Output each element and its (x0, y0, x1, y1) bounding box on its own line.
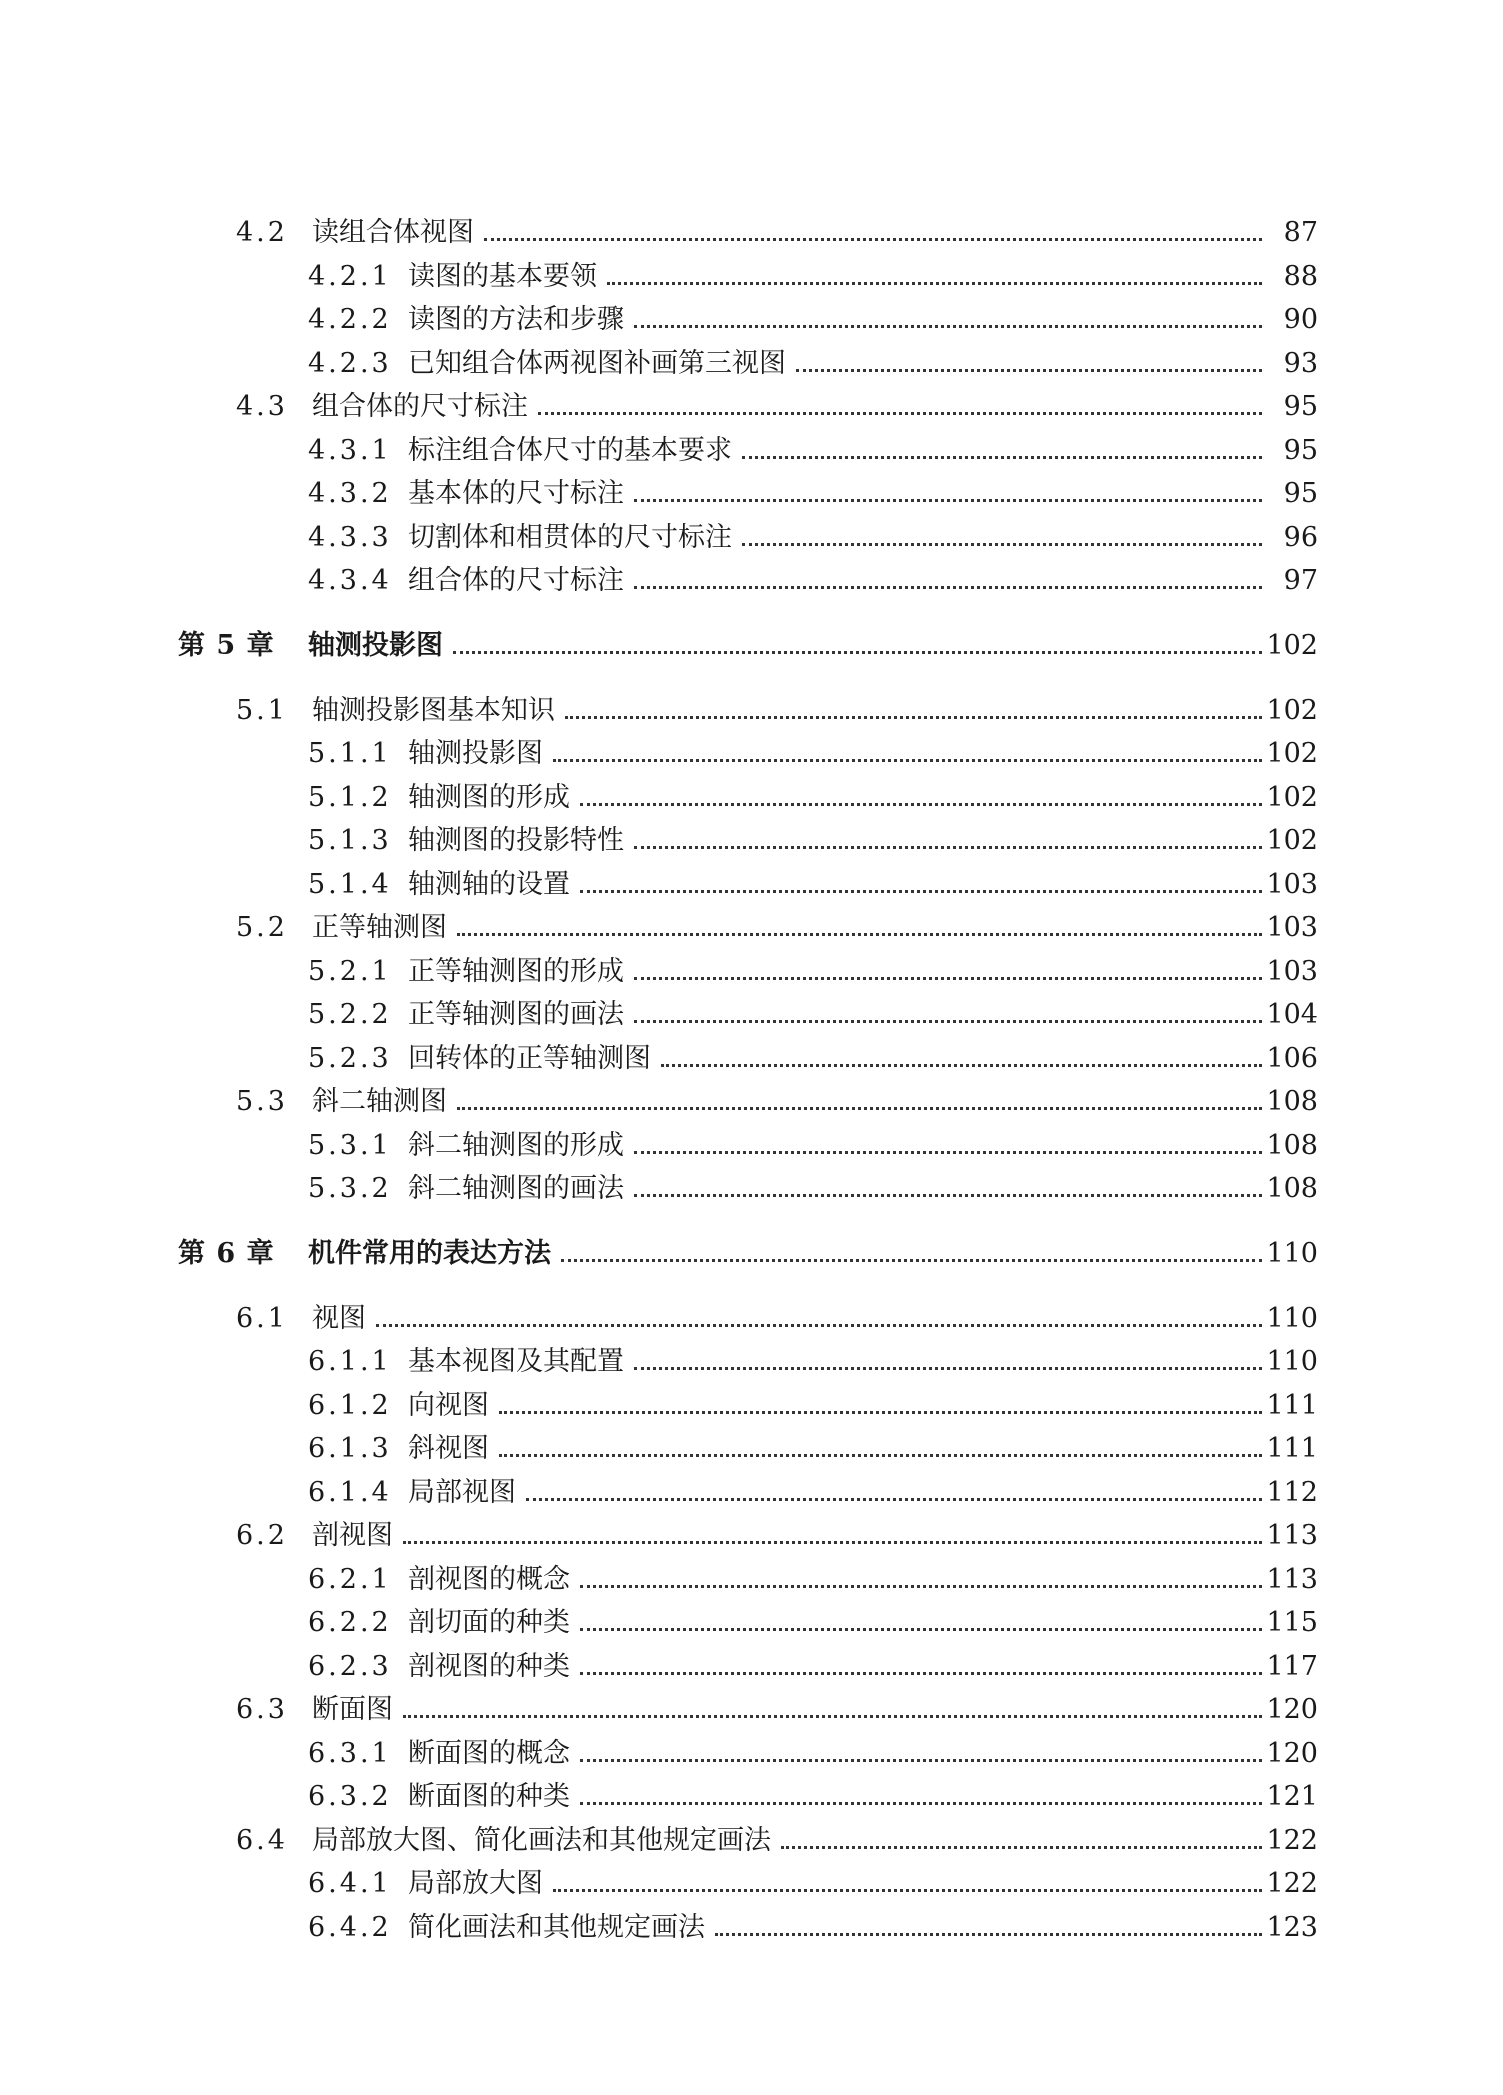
toc-entry-number: 5.2 (236, 912, 288, 943)
toc-entry-title: 视图 (312, 1302, 366, 1334)
toc-entry-page-number: 106 (1266, 1042, 1318, 1074)
toc-entry-number: 第 6 章 (178, 1237, 275, 1269)
toc-dot-leader (580, 1585, 1262, 1588)
toc-entry-title: 斜二轴测图 (312, 1086, 447, 1117)
toc-entry-section[interactable] (236, 1296, 1318, 1340)
toc-entry-page-number: 120 (1266, 1737, 1318, 1769)
toc-entry-subsection[interactable] (308, 1861, 1318, 1905)
toc-entry-chapter[interactable] (178, 1231, 1318, 1275)
toc-entry-page-number: 111 (1266, 1389, 1318, 1421)
toc-entry-subsection[interactable] (308, 731, 1318, 775)
toc-entry-section[interactable] (236, 210, 1318, 254)
toc-entry-subsection[interactable] (308, 818, 1318, 862)
toc-entry-page-number: 108 (1266, 1086, 1318, 1117)
toc-entry-title: 剖视图 (312, 1520, 393, 1551)
toc-dot-leader (499, 1454, 1262, 1457)
toc-entry-subsection[interactable] (308, 515, 1318, 559)
toc-entry-section[interactable] (236, 905, 1318, 949)
table-of-contents (178, 210, 1318, 1948)
toc-entry-section[interactable] (236, 1513, 1318, 1557)
toc-entry-page-number: 110 (1266, 1302, 1318, 1334)
toc-entry-page-number: 117 (1266, 1650, 1318, 1682)
toc-entry-subsection[interactable] (308, 1383, 1318, 1427)
toc-entry-title: 断面图的种类 (408, 1781, 570, 1812)
toc-entry-title: 局部视图 (408, 1476, 516, 1508)
toc-entry-page-number: 103 (1266, 955, 1318, 987)
toc-entry-page-number: 121 (1266, 1781, 1318, 1812)
toc-entry-page-number: 95 (1283, 434, 1318, 466)
toc-entry-page-number: 108 (1266, 1129, 1318, 1161)
toc-entry-subsection[interactable] (308, 254, 1318, 298)
toc-entry-page-number: 108 (1266, 1173, 1318, 1204)
toc-entry-subsection[interactable] (308, 1731, 1318, 1775)
toc-entry-chapter[interactable] (178, 623, 1318, 667)
toc-entry-subsection[interactable] (308, 1470, 1318, 1514)
toc-entry-title: 回转体的正等轴测图 (408, 1042, 651, 1074)
toc-dot-leader (457, 933, 1262, 936)
toc-entry-page-number: 93 (1283, 347, 1318, 379)
toc-entry-page-number: 102 (1266, 629, 1318, 661)
toc-entry-page-number: 103 (1266, 912, 1318, 943)
toc-entry-subsection[interactable] (308, 992, 1318, 1036)
toc-entry-number: 6.2.3 (308, 1650, 392, 1682)
toc-entry-number: 4.3.4 (308, 565, 392, 596)
toc-entry-title: 斜二轴测图的画法 (408, 1173, 624, 1204)
toc-entry-page-number: 97 (1283, 565, 1318, 596)
toc-dot-leader (634, 846, 1262, 849)
toc-entry-number: 4.2.2 (308, 304, 392, 335)
toc-entry-subsection[interactable] (308, 1123, 1318, 1167)
toc-entry-subsection[interactable] (308, 1600, 1318, 1644)
toc-entry-number: 6.2.1 (308, 1563, 392, 1595)
toc-entry-title: 标注组合体尺寸的基本要求 (408, 434, 732, 466)
toc-entry-subsection[interactable] (308, 775, 1318, 819)
toc-entry-title: 正等轴测图的形成 (408, 955, 624, 987)
toc-entry-number: 4.3.1 (308, 434, 392, 466)
toc-entry-number: 6.1.3 (308, 1433, 392, 1464)
toc-dot-leader (580, 803, 1262, 806)
toc-entry-page-number: 87 (1283, 217, 1318, 248)
toc-dot-leader (526, 1498, 1262, 1501)
toc-dot-leader (553, 1889, 1262, 1892)
toc-entry-subsection[interactable] (308, 1426, 1318, 1470)
toc-entry-page-number: 113 (1266, 1520, 1318, 1551)
toc-dot-leader (634, 499, 1262, 502)
toc-dot-leader (580, 890, 1262, 893)
toc-entry-page-number: 102 (1266, 694, 1318, 726)
toc-entry-page-number: 102 (1266, 825, 1318, 856)
toc-entry-page-number: 90 (1283, 304, 1318, 335)
toc-entry-subsection[interactable] (308, 341, 1318, 385)
toc-entry-subsection[interactable] (308, 1166, 1318, 1210)
toc-entry-title: 轴测图的形成 (408, 781, 570, 813)
toc-entry-number: 6.4.2 (308, 1911, 392, 1943)
toc-entry-title: 剖视图的概念 (408, 1563, 570, 1595)
toc-entry-number: 4.2.1 (308, 260, 392, 292)
toc-entry-number: 5.3.1 (308, 1129, 392, 1161)
toc-entry-title: 组合体的尺寸标注 (408, 565, 624, 596)
toc-dot-leader (634, 1194, 1262, 1197)
toc-entry-title: 向视图 (408, 1389, 489, 1421)
toc-entry-number: 第 5 章 (178, 629, 275, 661)
toc-entry-page-number: 104 (1266, 999, 1318, 1030)
toc-entry-subsection[interactable] (308, 1905, 1318, 1949)
toc-entry-title: 正等轴测图的画法 (408, 999, 624, 1030)
toc-entry-number: 5.1.1 (308, 738, 392, 769)
toc-entry-number: 5.2.2 (308, 999, 392, 1030)
toc-entry-number: 6.3.1 (308, 1737, 392, 1769)
toc-dot-leader (796, 369, 1262, 372)
toc-entry-title: 局部放大图 (408, 1868, 543, 1899)
toc-entry-number: 5.1.3 (308, 825, 392, 856)
toc-entry-title: 断面图的概念 (408, 1737, 570, 1769)
toc-entry-title: 基本视图及其配置 (408, 1346, 624, 1377)
toc-entry-subsection[interactable] (308, 1036, 1318, 1080)
toc-entry-subsection[interactable] (308, 1557, 1318, 1601)
toc-entry-number: 4.2 (236, 217, 288, 248)
toc-entry-number: 6.4.1 (308, 1868, 392, 1899)
toc-entry-title: 轴测轴的设置 (408, 868, 570, 900)
toc-dot-leader (561, 1259, 1262, 1262)
toc-entry-number: 5.3 (236, 1086, 288, 1117)
toc-entry-subsection[interactable] (308, 1774, 1318, 1818)
toc-entry-title: 读图的基本要领 (408, 260, 597, 292)
toc-dot-leader (565, 716, 1262, 719)
toc-dot-leader (403, 1541, 1262, 1544)
toc-entry-page-number: 115 (1266, 1607, 1318, 1638)
toc-entry-subsection[interactable] (308, 428, 1318, 472)
toc-entry-subsection[interactable] (308, 949, 1318, 993)
toc-dot-leader (634, 586, 1262, 589)
toc-entry-subsection[interactable] (308, 862, 1318, 906)
toc-entry-page-number: 122 (1266, 1824, 1318, 1856)
toc-entry-number: 6.2 (236, 1520, 288, 1551)
toc-entry-title: 正等轴测图 (312, 912, 447, 943)
toc-entry-number: 5.1.4 (308, 868, 392, 900)
toc-entry-title: 切割体和相贯体的尺寸标注 (408, 521, 732, 553)
toc-dot-leader (634, 1367, 1262, 1370)
toc-entry-page-number: 110 (1266, 1237, 1318, 1269)
toc-dot-leader (607, 282, 1262, 285)
toc-entry-page-number: 103 (1266, 868, 1318, 900)
toc-entry-title: 局部放大图、简化画法和其他规定画法 (312, 1824, 771, 1856)
toc-entry-page-number: 95 (1283, 391, 1318, 422)
toc-entry-number: 6.2.2 (308, 1607, 392, 1638)
toc-entry-title: 斜视图 (408, 1433, 489, 1464)
toc-entry-number: 4.3 (236, 391, 288, 422)
toc-entry-number: 5.1.2 (308, 781, 392, 813)
toc-dot-leader (742, 456, 1262, 459)
toc-entry-number: 5.2.3 (308, 1042, 392, 1074)
toc-entry-section[interactable] (236, 1079, 1318, 1123)
toc-dot-leader (453, 651, 1262, 654)
toc-entry-page-number: 96 (1283, 521, 1318, 553)
toc-dot-leader (538, 412, 1262, 415)
toc-entry-page-number: 120 (1266, 1694, 1318, 1725)
toc-entry-title: 断面图 (312, 1694, 393, 1725)
toc-entry-number: 6.3 (236, 1694, 288, 1725)
toc-dot-leader (661, 1064, 1262, 1067)
toc-entry-subsection[interactable] (308, 1339, 1318, 1383)
toc-dot-leader (376, 1324, 1262, 1327)
toc-entry-title: 剖切面的种类 (408, 1607, 570, 1638)
toc-dot-leader (634, 1151, 1262, 1154)
toc-entry-section[interactable] (236, 1687, 1318, 1731)
toc-dot-leader (634, 977, 1262, 980)
toc-entry-title: 已知组合体两视图补画第三视图 (408, 347, 786, 379)
toc-entry-section[interactable] (236, 384, 1318, 428)
toc-dot-leader (634, 325, 1262, 328)
toc-entry-page-number: 122 (1266, 1868, 1318, 1899)
toc-entry-subsection[interactable] (308, 1644, 1318, 1688)
toc-entry-number: 6.1.1 (308, 1346, 392, 1377)
toc-entry-title: 简化画法和其他规定画法 (408, 1911, 705, 1943)
toc-entry-title: 轴测投影图 (408, 738, 543, 769)
toc-entry-number: 4.3.2 (308, 478, 392, 509)
toc-entry-title: 斜二轴测图的形成 (408, 1129, 624, 1161)
toc-entry-title: 剖视图的种类 (408, 1650, 570, 1682)
toc-entry-number: 5.3.2 (308, 1173, 392, 1204)
toc-entry-page-number: 88 (1283, 260, 1318, 292)
toc-dot-leader (580, 1628, 1262, 1631)
toc-entry-title: 轴测投影图 (308, 629, 443, 661)
toc-entry-subsection[interactable] (308, 558, 1318, 602)
toc-entry-page-number: 102 (1266, 738, 1318, 769)
toc-entry-number: 5.1 (236, 694, 288, 726)
toc-entry-number: 6.1 (236, 1302, 288, 1334)
toc-dot-leader (484, 238, 1262, 241)
toc-entry-page-number: 111 (1266, 1433, 1318, 1464)
toc-entry-number: 6.1.4 (308, 1476, 392, 1508)
toc-entry-title: 读组合体视图 (312, 217, 474, 248)
toc-entry-page-number: 113 (1266, 1563, 1318, 1595)
toc-dot-leader (403, 1715, 1262, 1718)
toc-dot-leader (781, 1846, 1262, 1849)
toc-dot-leader (634, 1020, 1262, 1023)
toc-entry-number: 6.1.2 (308, 1389, 392, 1421)
toc-dot-leader (499, 1411, 1262, 1414)
toc-dot-leader (553, 759, 1262, 762)
toc-entry-number: 4.2.3 (308, 347, 392, 379)
toc-dot-leader (742, 543, 1262, 546)
toc-entry-page-number: 123 (1266, 1911, 1318, 1943)
toc-entry-page-number: 112 (1266, 1476, 1318, 1508)
toc-entry-page-number: 95 (1283, 478, 1318, 509)
toc-dot-leader (457, 1107, 1262, 1110)
toc-entry-title: 轴测投影图基本知识 (312, 694, 555, 726)
toc-entry-subsection[interactable] (308, 471, 1318, 515)
toc-entry-page-number: 102 (1266, 781, 1318, 813)
toc-entry-title: 轴测图的投影特性 (408, 825, 624, 856)
toc-entry-section[interactable] (236, 688, 1318, 732)
toc-entry-number: 6.4 (236, 1824, 288, 1856)
toc-entry-page-number: 110 (1266, 1346, 1318, 1377)
toc-entry-title: 基本体的尺寸标注 (408, 478, 624, 509)
toc-dot-leader (580, 1802, 1262, 1805)
toc-entry-number: 6.3.2 (308, 1781, 392, 1812)
toc-entry-title: 读图的方法和步骤 (408, 304, 624, 335)
toc-entry-subsection[interactable] (308, 297, 1318, 341)
toc-dot-leader (580, 1672, 1262, 1675)
toc-dot-leader (580, 1759, 1262, 1762)
toc-entry-number: 5.2.1 (308, 955, 392, 987)
toc-entry-title: 组合体的尺寸标注 (312, 391, 528, 422)
toc-entry-number: 4.3.3 (308, 521, 392, 553)
toc-dot-leader (715, 1933, 1262, 1936)
toc-entry-title: 机件常用的表达方法 (308, 1237, 551, 1269)
toc-entry-section[interactable] (236, 1818, 1318, 1862)
